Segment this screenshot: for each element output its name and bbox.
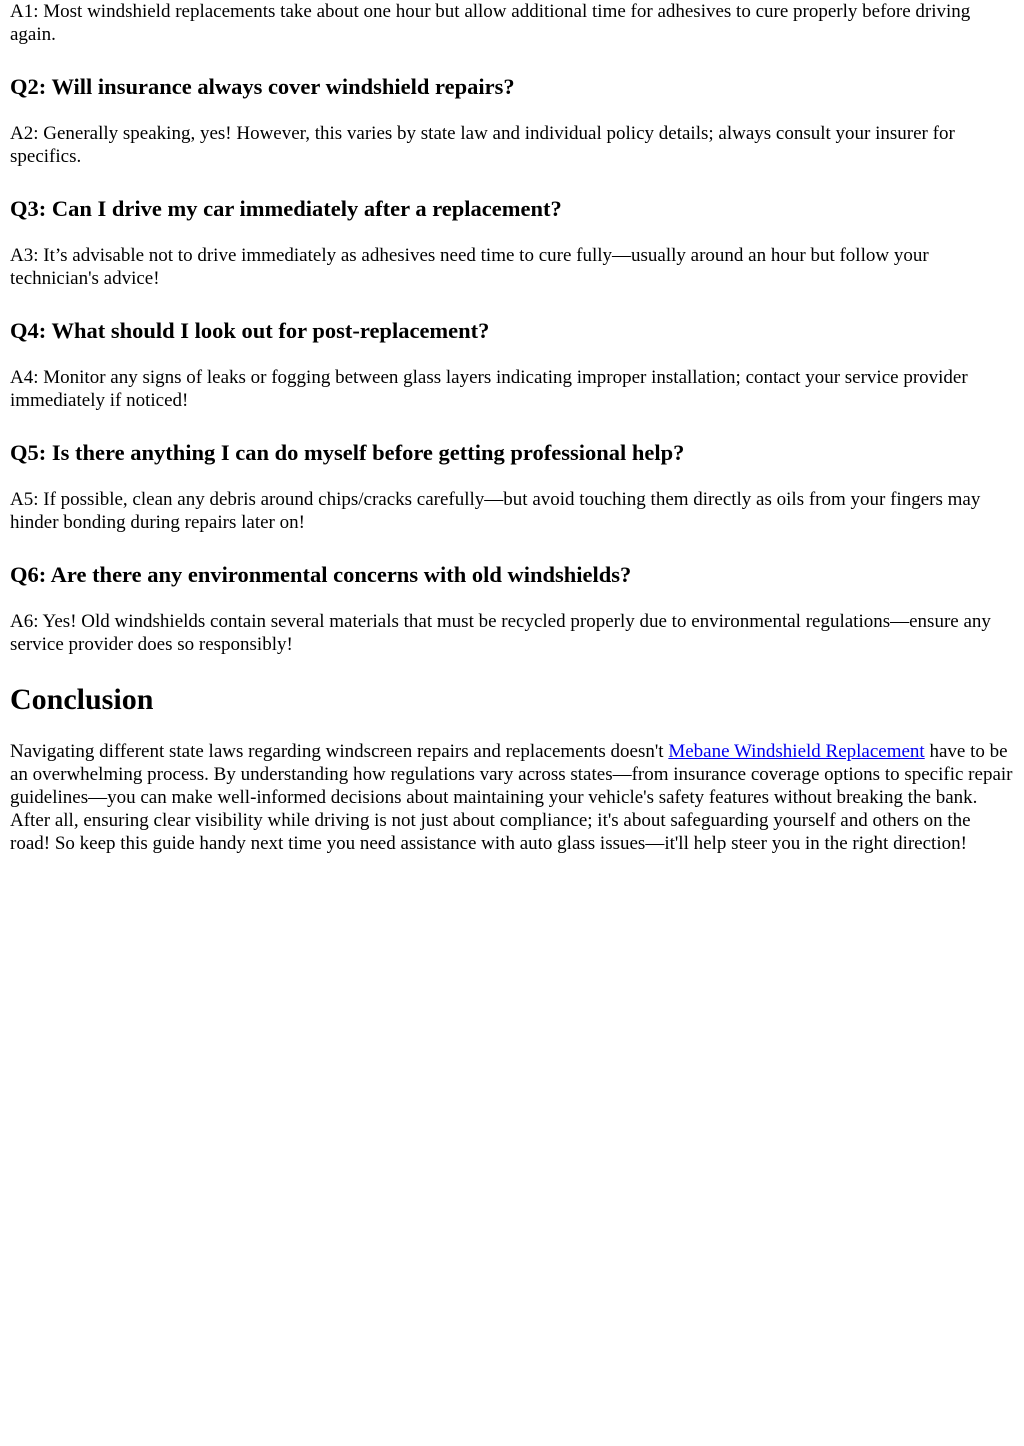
conclusion-paragraph [10,740,1014,855]
faq-answer-6: A6: Yes! Old windshields contain several materials that must be recycled properly due to environmental regulations—ensure any service provider does so responsibly! [10,611,991,655]
conclusion-text-before-link: Navigating different state laws regarding windscreen repairs and replacements doesn't [10,741,669,762]
conclusion-text-after-link: have to be an overwhelming process. By understanding how regulations vary across states—from insurance coverage options to specific repair guidelines—you can make well-informed decisions about maintaining your vehicle's safety features without breaking the bank. After all, ensuring clear visibility while driving is not just about compliance; it's about safeguarding yourself and others on the road! So keep this guide handy next time you need assistance with auto glass issues—it'll help steer you in the right direction! [10,741,1013,854]
mebane-windshield-replacement-link[interactable]: Mebane Windshield Replacement [668,741,925,762]
faq-question-5: Q5: Is there anything I can do myself before getting professional help? [10,440,685,465]
faq-answer-1: A1: Most windshield replacements take about one hour but allow additional time for adhesives to cure properly before driving again. [10,1,971,45]
faq-answer-3: A3: It’s advisable not to drive immediately as adhesives need time to cure fully—usually around an hour but follow your technician's advice! [10,245,929,289]
faq-answer-5: A5: If possible, clean any debris around chips/cracks carefully—but avoid touching them directly as oils from your fingers may hinder bonding during repairs later on! [10,489,981,533]
faq-question-3: Q3: Can I drive my car immediately after a replacement? [10,196,562,221]
faq-question-4: Q4: What should I look out for post-replacement? [10,318,490,343]
conclusion-heading: Conclusion [10,683,154,716]
faq-question-6: Q6: Are there any environmental concerns with old windshields? [10,562,632,587]
faq-answer-4: A4: Monitor any signs of leaks or fogging between glass layers indicating improper installation; contact your service provider immediately if noticed! [10,367,968,411]
faq-question-2: Q2: Will insurance always cover windshield repairs? [10,74,515,99]
faq-answer-2: A2: Generally speaking, yes! However, this varies by state law and individual policy details; always consult your insurer for specifics. [10,123,955,167]
